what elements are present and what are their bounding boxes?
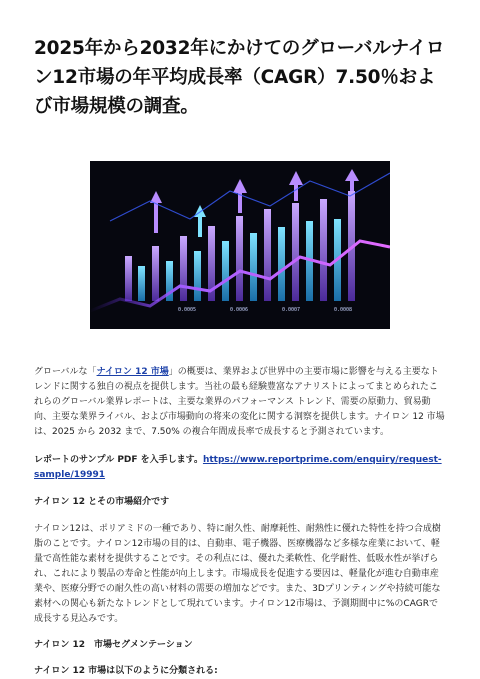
market-keyword-link[interactable]: ナイロン 12 市場 (96, 367, 169, 377)
page-title: 2025年から2032年にかけてのグローバルナイロン12市場の年平均成長率（CAGR）7.50％および市場規模の調査。 (34, 38, 445, 117)
hero-value-label: 0.0006 (230, 307, 249, 313)
intro-paragraph (34, 365, 446, 440)
section-intro-heading: ナイロン 12 とその市場紹介です (34, 497, 170, 507)
sample-paragraph (34, 453, 446, 483)
hero-value-label: 0.0008 (334, 307, 353, 313)
classification-heading: ナイロン 12 市場は以下のように分類される: (34, 666, 218, 676)
sample-link[interactable]: https://www.reportprime.com/enquiry/request-sample/19991 (34, 455, 442, 480)
intro-after: 」の概要は、業界および世界中の主要市場に影響を与える主要なトレンドに関する独自の視点を提供します。当社の最も経験豊富なアナリストによってまとめられたこれらのグローバル業界レポートは、主要な業界のパフォーマンス トレンド、需要の原動力、貿易動向、主要な業界ライバル、および市場動向の将来の変化に関する洞察を提供します。ナイロン 12 市場は、2025 から 2032 まで、7.50% の複合年間成長率で成長すると予測されています。 (34, 367, 445, 437)
intro-before: グローバルな「 (34, 367, 97, 377)
hero-value-label: 0.0005 (178, 307, 197, 313)
segmentation-heading: ナイロン 12 市場セグメンテーション (34, 640, 193, 650)
hero-image (90, 161, 390, 329)
sample-label: レポートのサンプル PDF を入手します。 (34, 455, 203, 465)
section-intro-body: ナイロン12は、ポリアミドの一種であり、特に耐久性、耐摩耗性、耐熱性に優れた特性を持つ合成樹脂のことです。ナイロン12市場の目的は、自動車、電子機器、医療機器など多様な産業において、軽量で高性能な素材を提供することです。その利点には、優れた柔軟性、化学耐性、低吸水性が挙げられ、これにより製品の寿命と性能が向上します。市場成長を促進する要因は、軽量化が進む自動車産業や、医療分野での耐久性の高い材料の需要の増加などです。また、3Dプリンティングや持続可能な素材への関心も新たなトレンドとして現れています。ナイロン12市場は、予測期間中に%のCAGRで成長する見込みです。 (34, 524, 441, 624)
hero-value-label: 0.0007 (282, 307, 301, 313)
